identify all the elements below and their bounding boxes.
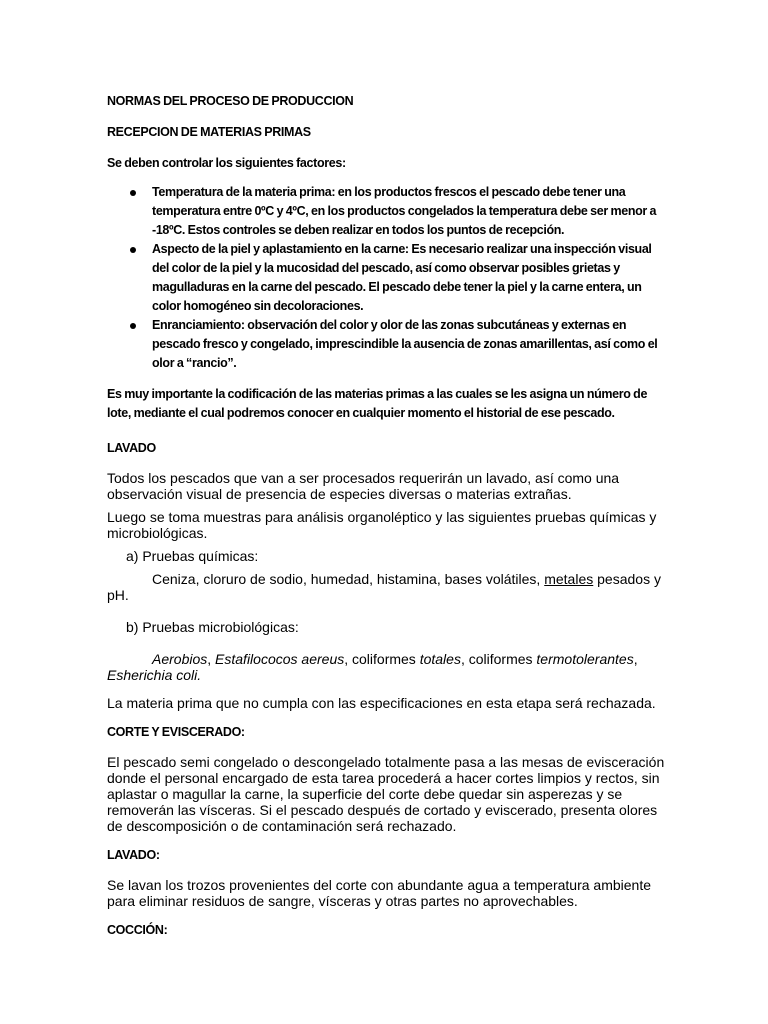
factors-list: [107, 183, 667, 373]
micro-list: Aerobios, Estafilococos aereus, coliformes totales, coliformes termotolerantes, Esherichia coli.: [107, 651, 638, 683]
lavado-paragraph-1: Todos los pescados que van a ser procesados requerirán un lavado, así como una observación visual de presencia de especies diversas o materias extrañas.: [107, 470, 620, 502]
section-heading-recepcion: RECEPCION DE MATERIAS PRIMAS: [107, 125, 311, 139]
section-heading-lavado: LAVADO: [107, 441, 156, 455]
codificacion-paragraph: Es muy importante la codificación de las materias primas a las cuales se les asigna un número de lote, mediante el cual podremos conocer en cualquier momento el historial de ese pescado.: [107, 387, 648, 420]
document-body: [107, 92, 667, 940]
list-item: Temperatura de la materia prima: en los productos frescos el pescado debe tener una temperatura entre 0ºC y 4ºC, en los productos congelados la temperatura debe ser menor a -18ºC. Estos controles se deben realizar en todos los puntos de recepción.: [107, 183, 667, 240]
section-heading-lavado-2: LAVADO:: [107, 848, 160, 862]
bullet-icon: [130, 323, 136, 329]
micro-label: b) Pruebas microbiológicas:: [126, 619, 299, 635]
quimicas-list: Ceniza, cloruro de sodio, humedad, histamina, bases volátiles, metales pesados y pH.: [107, 571, 661, 603]
rechazo-paragraph: La materia prima que no cumpla con las especificaciones en esta etapa será rechazada.: [107, 695, 656, 711]
bullet-icon: [130, 247, 136, 253]
corte-paragraph: El pescado semi congelado o descongelado totalmente pasa a las mesas de evisceración donde el personal encargado de esta tarea procederá a hacer cortes limpios y rectos, sin aplastar o magullar la carne, la superficie del corte debe quedar sin asperezas y se removerán las vísceras. Si el pescado después de cortado y eviscerado, presenta olores de descomposición o de contaminación será rechazado.: [107, 754, 665, 834]
quimicas-label: a) Pruebas químicas:: [126, 548, 259, 564]
bullet-icon: [130, 190, 136, 196]
intro-text: Se deben controlar los siguientes factores:: [107, 156, 346, 170]
section-heading-corte: CORTE Y EVISCERADO:: [107, 725, 245, 739]
list-item: Aspecto de la piel y aplastamiento en la carne: Es necesario realizar una inspección visual del color de la piel y la mucosidad del pescado, así como observar posibles grietas y magulladuras en la carne del pescado. El pescado debe tener la piel y la carne entera, un color homogéneo sin decoloraciones.: [107, 240, 667, 316]
document-title: NORMAS DEL PROCESO DE PRODUCCION: [107, 94, 354, 108]
list-item: Enranciamiento: observación del color y olor de las zonas subcutáneas y externas en pescado fresco y congelado, imprescindible la ausencia de zonas amarillentas, así como el olor a “rancio”.: [107, 316, 667, 373]
lavado-2-paragraph: Se lavan los trozos provenientes del corte con abundante agua a temperatura ambiente para eliminar residuos de sangre, vísceras y otras partes no aprovechables.: [107, 877, 652, 909]
lavado-paragraph-2: Luego se toma muestras para análisis organoléptico y las siguientes pruebas químicas y microbiológicas.: [107, 509, 657, 541]
section-heading-coccion: COCCIÓN:: [107, 923, 168, 937]
